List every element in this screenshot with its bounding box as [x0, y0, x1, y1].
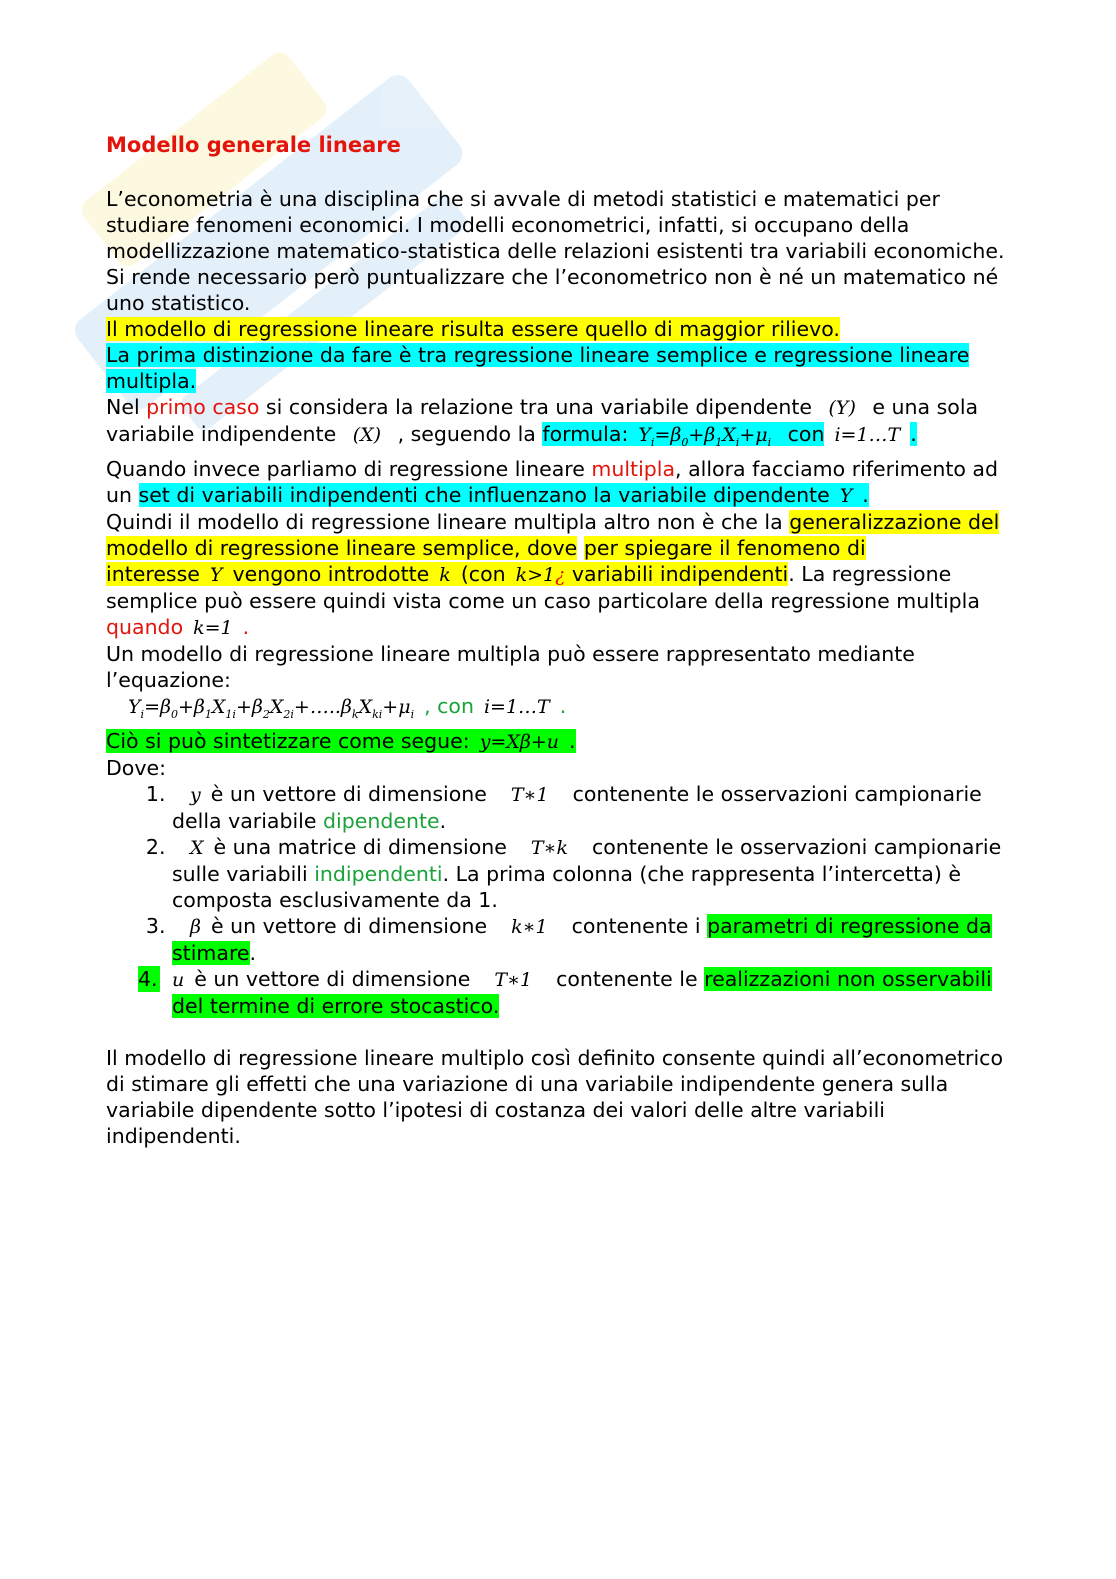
highlight-formula: formula: $Y_i=\beta_0+\beta_1X_i+\mu_i$ con [542, 422, 825, 449]
math-Y: Y [839, 484, 853, 507]
paragraph-simple-regression: Nel primo caso si considera la relazione tra una variabile dipendente (Y) e una sola variabile indipendente (X) , seguendo la formula: $Y_i=\beta_0+\beta_1X_i+\mu_i$ con i=1…T . [106, 395, 979, 449]
paragraph-distinction [106, 342, 1026, 394]
math-Y: (Y) [828, 397, 856, 419]
paragraph-equation-intro: Un modello di regressione lineare multipla può essere rappresentato mediante l’equazione: [106, 641, 915, 692]
intro-paragraph: L’econometria è una disciplina che si avvale di metodi statistici e matematici per studiare fenomeni economici. I modelli econometrici, infatti, si occupano della modellizzazione matematico-statistica delle relazioni esistenti tra variabili economiche. Si rende necessario però puntualizzare che l’econometrico non è né un matematico né uno statistico. [106, 187, 1005, 315]
highlight-yellow: Il modello di regressione lineare risulta essere quello di maggior rilievo. [106, 317, 840, 341]
highlight-cyan: La prima distinzione da fare è tra regressione lineare semplice e regressione lineare multipla. [106, 343, 970, 393]
conclusion-paragraph: Il modello di regressione lineare multiplo così definito consente quindi all’econometrico di stimare gli effetti che una variazione di una variabile indipendente genera sulla variabile dipendente sotto l’ipotesi di costanza dei valori delle altre variabili indipendenti. [106, 1045, 1003, 1148]
math-k-equals-1: k=1 [193, 616, 233, 639]
paragraph-generalization: Quindi il modello di regressione lineare multipla altro non è che la generalizzazione del modello di regressione lineare semplice, dove per spiegare il fenomeno di interesse Y vengono introdotte k (con k>1¿ variabili indipendenti. La regressione semplice può essere quindi vista come un caso particolare della regressione multipla quando k=1 . [106, 509, 1000, 639]
red-term-first-case: primo caso [146, 395, 260, 419]
paragraph-multiple-regression: Quando invece parliamo di regressione lineare multipla, allora facciamo riferimento ad un set di variabili indipendenti che influenzano la variabile dipendente Y . [106, 456, 999, 507]
label-where: Dove: [106, 755, 166, 780]
red-term-when: quando [106, 614, 184, 639]
list-item: 3. β è un vettore di dimensione k∗1 contenente i parametri di regressione da stimare. [172, 913, 1026, 966]
math-range: i=1…T [834, 424, 901, 446]
highlight-cyan-set: set di variabili indipendenti che influenzano la variabile dipendente Y [139, 483, 863, 507]
list-item: 2. X è una matrice di dimensione T∗k contenente le osservazioni campionarie sulle variabili indipendenti. La prima colonna (che rappresenta l’intercetta) è composta esclusivamente da 1. [172, 834, 1026, 913]
math-X: (X) [352, 424, 382, 446]
definitions-list [106, 781, 1026, 1019]
document-body [106, 130, 1026, 1149]
highlight-green-synthesis: Ciò si può sintetizzare come segue: y=Xβ+u [106, 729, 569, 753]
paragraph-regression-relevance [106, 316, 1026, 342]
list-item: 4. u è un vettore di dimensione T∗1 contenente le realizzazioni non osservabili del termine di errore stocastico. [138, 966, 992, 1018]
paragraph-synthesis: Ciò si può sintetizzare come segue: y=Xβ+u . [106, 728, 576, 753]
highlight-explain: per spiegare il fenomeno di interesse Y vengono introdotte k (con k>1¿ variabili indipendenti [106, 535, 866, 586]
highlight-generalization: generalizzazione del modello di regressione lineare semplice, dove [106, 509, 1000, 560]
list-item: 1. y è un vettore di dimensione T∗1 contenente le osservazioni campionarie della variabile dipendente. [172, 781, 1026, 834]
page-title: Modello generale lineare [106, 133, 401, 157]
red-term-multiple: multipla [591, 456, 676, 481]
math-matrix-form: y=Xβ+u [479, 730, 560, 753]
equation-multiple-regression: $Y_i=\beta_0+\beta_1X_{1i}+\beta_2X_{2i}+\dots..\beta_kX_{ki}+\mu_i$ , con i=1…T . [128, 693, 567, 721]
math-simple-formula: $Y_i=\beta_0+\beta_1X_i+\mu_i$ [638, 424, 772, 449]
